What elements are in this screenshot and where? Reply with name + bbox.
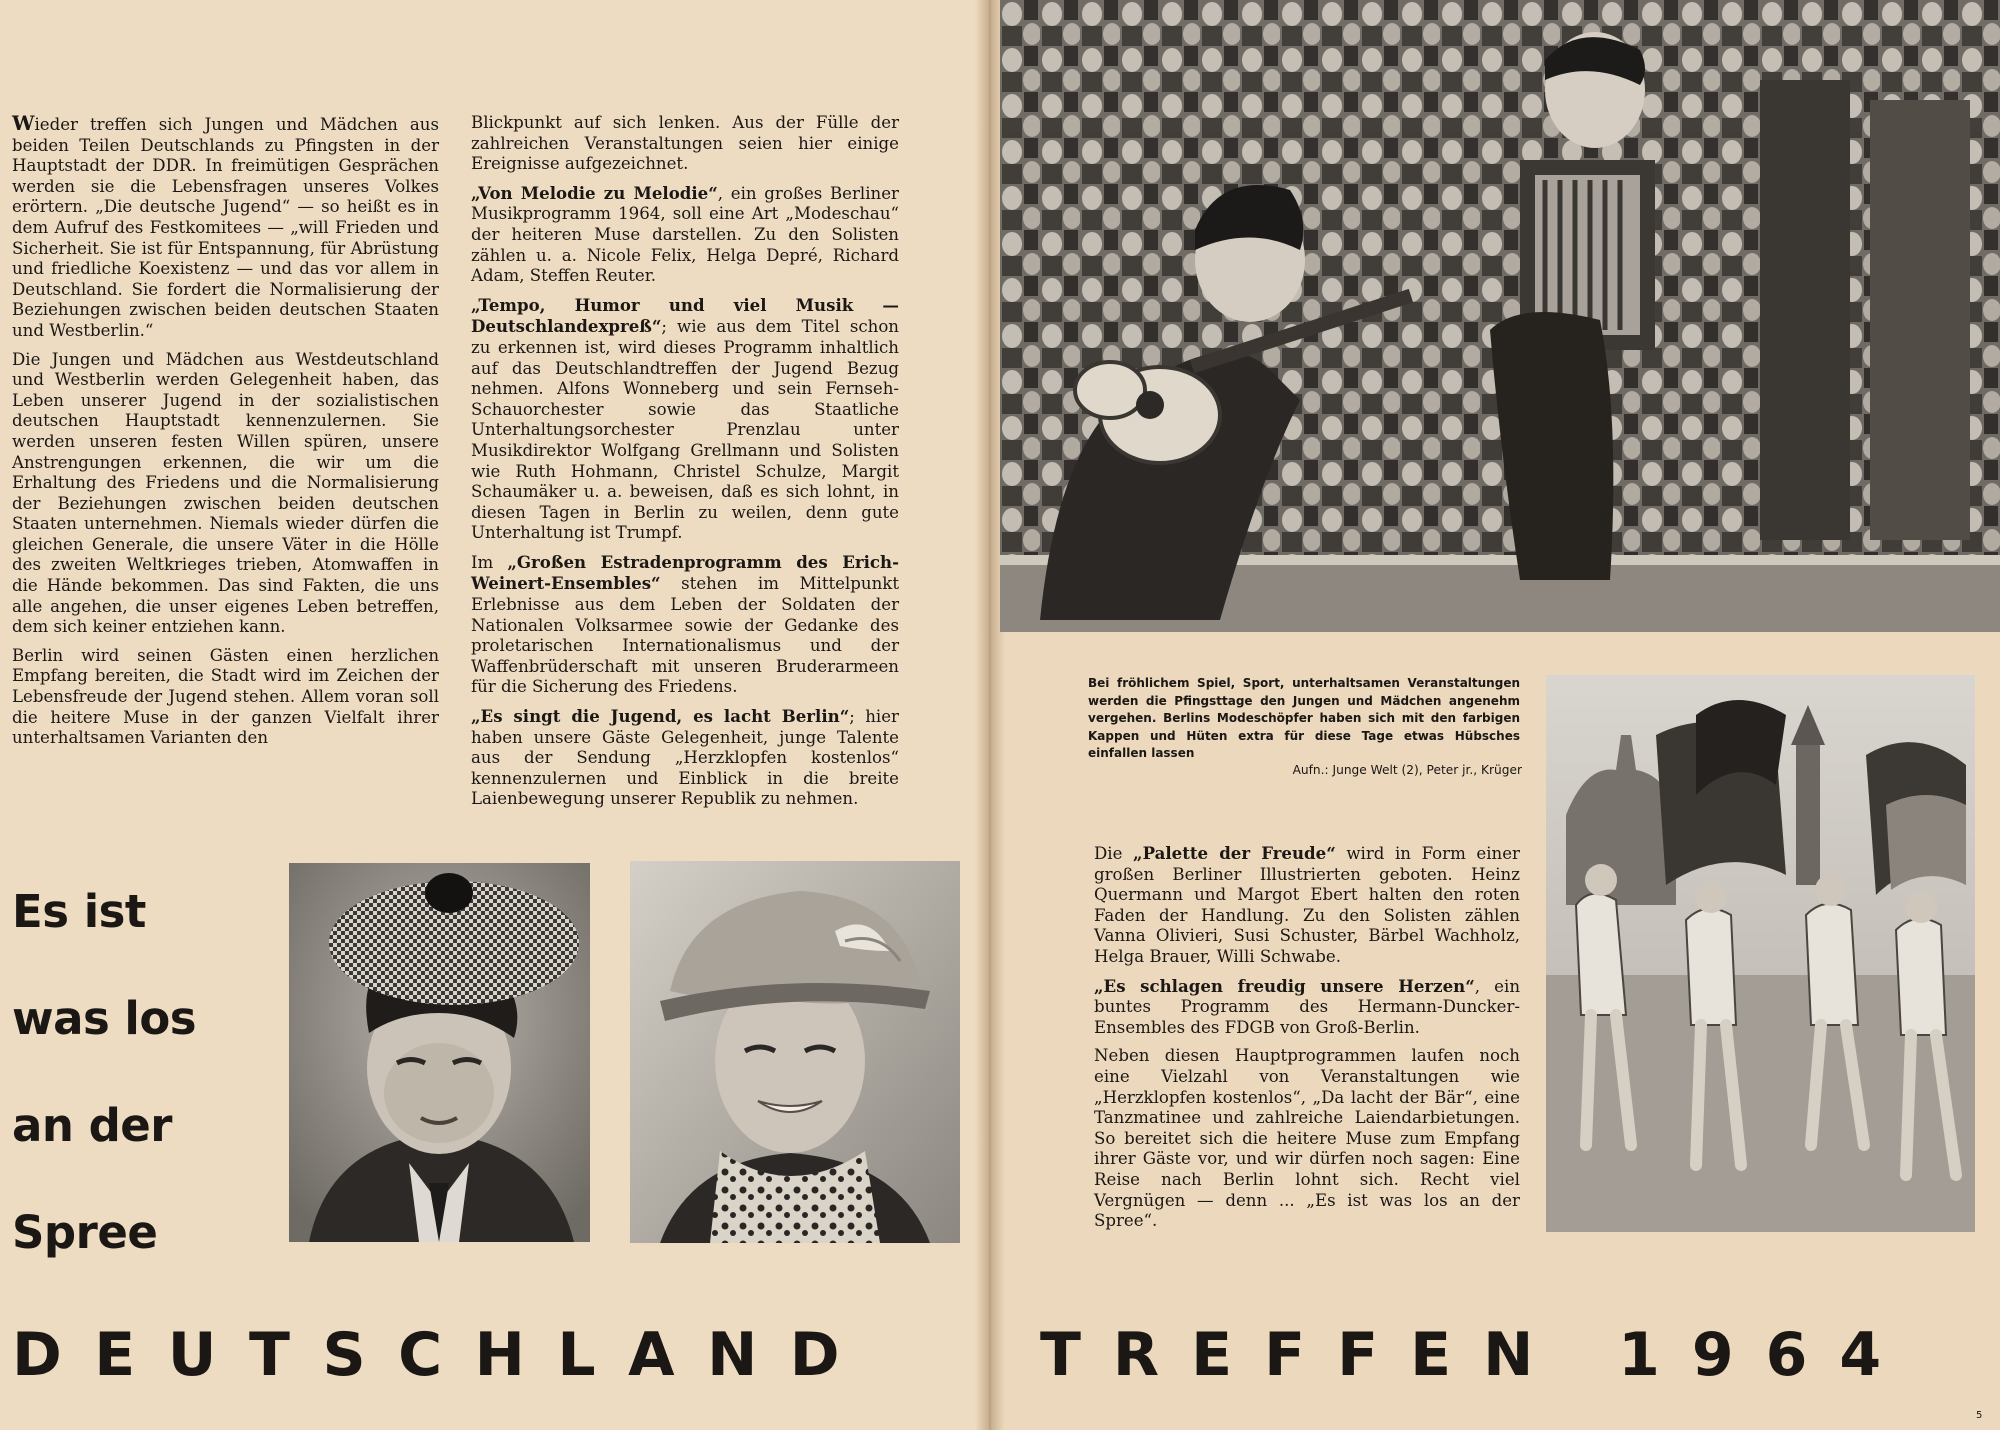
headline-line: Es ist [12, 885, 146, 938]
paragraph: Berlin wird seinen Gästen einen herzlichen Empfang bereiten, die Stadt wird im Zeichen der Lebensfreude der Jugend stehen. Allem voran soll die heitere Muse in der ganzen Vielfalt ihrer unterhaltsamen Varianten den [12, 645, 439, 748]
program-title: „Von Melodie zu Melodie“ [471, 182, 718, 203]
paragraph-text: stehen im Mittelpunkt Erlebnisse aus dem Leben der Soldaten der Nationalen Volksarmee sowie der Gedanke des proletarischen Internationalismus und der Waffenbrüderschaft mit unseren Bruderarmeen für die Sicherung des Friedens. [471, 574, 899, 697]
program-title: „Es singt die Jugend, es lacht Berlin“ [471, 706, 850, 727]
paragraph-text: Die [1094, 844, 1134, 863]
paragraph [1094, 976, 1520, 1039]
portrait-photo-checked-cap [289, 863, 590, 1242]
headline-line: was los [12, 992, 197, 1045]
program-title: „Palette der Freude“ [1133, 843, 1336, 863]
crowd-photo-accordion-guitar [1000, 0, 2000, 632]
portrait-photo-hat-scarf [630, 861, 960, 1243]
paragraph [1094, 843, 1520, 968]
program-title: „Es schlagen freudig unsere Herzen“ [1094, 975, 1475, 996]
article-column-3 [1094, 843, 1520, 1240]
headline [12, 858, 272, 1286]
paragraph-text: wird in Form einer großen Berliner Illustrierten geboten. Heinz Quermann und Margot Ebert halten den roten Faden der Handlung. Zu den Solisten zählen Vanna Olivieri, Susi Schuster, Bärbel Wachholz, Helga Brauer, Willi Schwabe. [1094, 844, 1520, 966]
paragraph [471, 183, 899, 287]
paragraph: Blickpunkt auf sich lenken. Aus der Fülle der zahlreichen Veranstaltungen seien hier einige Ereignisse aufgezeichnet. [471, 113, 899, 174]
drop-cap: W [12, 111, 35, 135]
program-title: „Großen Estradenprogramm des Erich-Weinert-Ensembles“ [471, 551, 899, 594]
paragraph [471, 552, 899, 698]
paragraph: Die Jungen und Mädchen aus Westdeutschland und Westberlin werden Gelegenheit haben, das Leben unserer Jugend in der sozialistischen deutschen Hauptstadt kennenzulernen. Sie werden unseren festen Willen spüren, unsere Anstrengungen erkennen, die wir um die Erhaltung des Friedens und die Normalisierung der Beziehungen zwischen beiden deutschen Staaten unternehmen. Niemals wieder dürfen die gleichen Generale, die unsere Väter in die Hölle des zweiten Weltkrieges trieben, Atomwaffen in die Hände bekommen. Das sind Fakten, die uns alle angehen, die unser eigenes Leben betreffen, dem sich keiner entziehen kann. [12, 349, 439, 637]
paragraph-intro-text: ieder treffen sich Jungen und Mädchen aus beiden Teilen Deutschlands zu Pfingsten in der Hauptstadt der DDR. In freimütigen Gesprächen werden sie die Lebensfragen unseres Volkes erörtern. „Die deutsche Jugend“ — so heißt es in dem Aufruf des Festkomitees — „will Frieden und Sicherheit. Sie ist für Entspannung, für Abrüstung und friedliche Koexistenz — und das vor allem in Deutschland. Sie fordert die Normalisierung der Beziehungen zwischen beiden deutschen Staaten und Westberlin.“ [12, 115, 439, 340]
article-column-2 [471, 113, 899, 818]
banner-right: TREFFEN 1964 [1040, 1320, 1914, 1390]
paragraph-text: , ein großes Berliner Musikprogramm 1964, soll eine Art „Modeschau“ der heiteren Muse darstellen. Zu den Solisten zählen u. a. Nicole Felix, Helga Depré, Richard Adam, Steffen Reuter. [471, 183, 899, 286]
paragraph [471, 706, 899, 810]
paragraph-text: ; hier haben unsere Gäste Gelegenheit, junge Talente aus der Sendung „Herzklopfen kostenlos“ kennenzulernen und Einblick in die breite Laienbewegung unserer Republik zu nehmen. [471, 707, 899, 809]
program-title: „Tempo, Humor und viel Musik — Deutschlandexpreß“ [471, 294, 899, 337]
paragraph-text: ; wie aus dem Titel schon zu erkennen ist, wird dieses Programm inhaltlich auf das Deutschlandtreffen der Jugend Bezug nehmen. Alfons Wonneberg und sein Fernseh-Schauorchester sowie das Staatliche Unterhaltungsorchester Prenzlau unter Musikdirektor Wolfgang Grellmann und Solisten wie Ruth Hohmann, Christel Schulze, Margit Schaumäker u. a. beweisen, daß es sich lohnt, in diesen Tagen in Berlin zu weilen, denn gute Unterhaltung ist Trumpf. [471, 317, 899, 543]
banner-left: DEUTSCHLAND [12, 1320, 873, 1390]
paragraph: Neben diesen Hauptprogrammen laufen noch eine Vielzahl von Veranstaltungen wie „Herzklopfen kostenlos“, „Da lacht der Bär“, eine Tanzmatinee und zahlreiche Laiendarbietungen. So bereitet sich die heitere Muse zum Empfang ihrer Gäste vor, und wir dürfen noch sagen: Eine Reise nach Berlin lohnt sich. Recht viel Vergnügen — denn ... „Es ist was los an der Spree“. [1094, 1046, 1520, 1231]
paragraph-text: , ein buntes Programm des Hermann-Duncker-Ensembles des FDGB von Groß-Berlin. [1094, 976, 1521, 1037]
paragraph [471, 295, 899, 544]
headline-line: Spree [12, 1206, 158, 1259]
headline-line: an der [12, 1099, 172, 1152]
article-column-1 [12, 113, 439, 757]
photo-caption: Bei fröhlichem Spiel, Sport, unterhaltsamen Veranstaltungen werden die Pfingsttage den Jungen und Mädchen angenehm vergehen. Berlins Modeschöpfer haben sich mit den farbigen Kappen und Hüten extra für diese Tage etwas Hübsches einfallen lassen [1088, 676, 1520, 760]
parade-photo-flags [1546, 675, 1975, 1232]
paragraph-text: Im [471, 552, 508, 572]
page-number: 5 [1976, 1410, 1983, 1421]
paragraph-intro [12, 113, 439, 342]
photo-credit: Aufn.: Junge Welt (2), Peter jr., Krüger [1292, 763, 1522, 777]
